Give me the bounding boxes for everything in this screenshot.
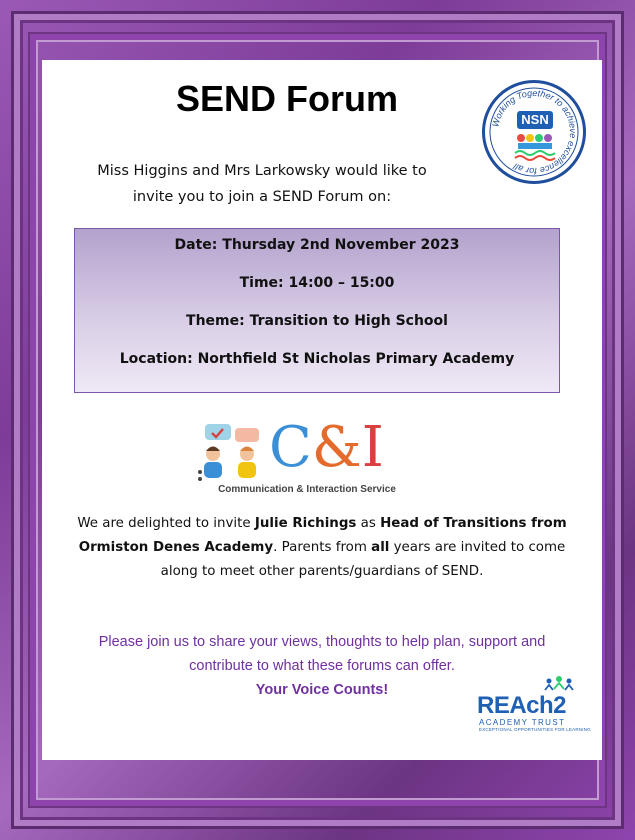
- invite-line-1: Miss Higgins and Mrs Larkowsky would like to: [97, 163, 427, 179]
- two-people-chat-icon: [197, 422, 269, 484]
- ci-c: C: [269, 415, 312, 480]
- ci-i: I: [361, 415, 384, 480]
- para-text-3: . Parents from: [273, 540, 372, 555]
- nsn-abbreviation: NSN: [517, 111, 553, 129]
- reach2-wordmark: REAch2: [477, 692, 567, 719]
- event-date: Date: Thursday 2nd November 2023: [174, 237, 460, 253]
- para-text-4: years are invited to come along to meet other parents/guardians of SEND.: [160, 540, 566, 579]
- invite-text: [82, 158, 442, 210]
- ci-wordmark: [269, 416, 384, 480]
- event-location: Location: Northfield St Nicholas Primary Academy: [119, 351, 515, 367]
- invite-paragraph: [70, 512, 574, 584]
- event-details-box: [74, 228, 560, 393]
- nsn-logo: [482, 80, 586, 184]
- event-theme: Theme: Transition to High School: [186, 313, 448, 329]
- flyer-page: [42, 60, 602, 760]
- invite-line-2: invite you to join a SEND Forum on:: [132, 189, 392, 205]
- your-voice-counts: Your Voice Counts!: [255, 682, 389, 698]
- ci-subtitle: Communication & Interaction Service: [218, 484, 396, 495]
- reach2-academy-trust: ACADEMY TRUST: [479, 718, 566, 727]
- nsn-ring-text: Working Together to achieve excellence for all: [490, 87, 579, 177]
- reach2-tagline: EXCEPTIONAL OPPORTUNITIES FOR LEARNING: [479, 727, 591, 732]
- join-us-text: Please join us to share your views, thoughts to help plan, support and contribute to what these forums can offer.: [98, 634, 546, 674]
- para-text-1: We are delighted to invite: [77, 516, 255, 531]
- nsn-ring-icon: [485, 83, 583, 181]
- para-all: all: [371, 540, 390, 555]
- event-time: Time: 14:00 – 15:00: [239, 275, 395, 291]
- svg-text:Working Together to achieve ex: [490, 88, 578, 176]
- children-figures-icon: [515, 134, 555, 160]
- para-text-2: as: [356, 516, 381, 531]
- ci-amp: &: [311, 415, 362, 480]
- speaker-name: Julie Richings: [254, 516, 357, 531]
- speaker-role: Head of Transitions from Ormiston Denes Academy: [78, 516, 567, 555]
- reach2-logo: [477, 682, 593, 732]
- ci-logo: [197, 415, 417, 500]
- flyer-title: SEND Forum: [175, 78, 398, 119]
